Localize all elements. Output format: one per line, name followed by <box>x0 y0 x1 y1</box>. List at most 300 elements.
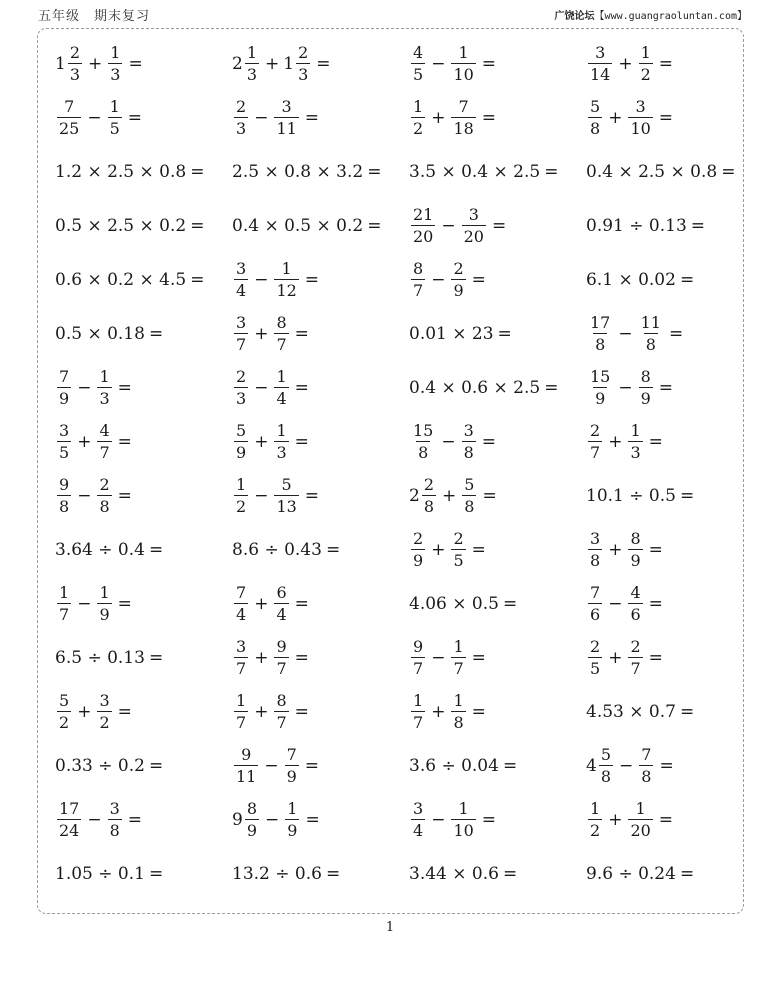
numerator: 2 <box>99 475 110 494</box>
numerator: 3 <box>99 691 110 710</box>
expression: 0.4 × 0.5 × 0.2 <box>232 216 364 236</box>
denominator: 9 <box>595 389 606 408</box>
denominator: 8 <box>109 821 120 840</box>
problem-39 <box>409 523 586 577</box>
equals-sign: = <box>294 378 309 398</box>
denominator: 5 <box>453 551 464 570</box>
site-url: 【www.guangraoluntan.com】 <box>594 11 747 22</box>
denominator: 2 <box>640 65 651 84</box>
problem-49 <box>55 685 232 739</box>
fraction <box>234 261 248 299</box>
equals-sign: = <box>325 864 341 884</box>
problem-37 <box>55 523 232 577</box>
denominator: 7 <box>413 659 424 678</box>
site-name: 广饶论坛 <box>554 11 595 22</box>
fraction <box>234 585 248 623</box>
fraction <box>234 639 248 677</box>
numerator: 1 <box>110 43 121 62</box>
fraction <box>274 315 288 353</box>
denominator: 9 <box>630 551 641 570</box>
expression: 3.6 ÷ 0.04 <box>409 756 499 776</box>
fraction <box>234 99 248 137</box>
denominator: 8 <box>600 767 612 786</box>
denominator: 8 <box>463 443 474 462</box>
numerator: 1 <box>109 97 120 116</box>
numerator: 1 <box>413 691 424 710</box>
numerator: 3 <box>590 529 601 548</box>
numerator: 9 <box>413 637 424 656</box>
numerator: 2 <box>298 43 309 62</box>
expression: 0.5 × 2.5 × 0.2 <box>55 216 187 236</box>
expression: 4.06 × 0.5 <box>409 594 499 614</box>
operator: − <box>608 594 623 614</box>
denominator: 7 <box>276 659 287 678</box>
operator: + <box>608 648 623 668</box>
numerator: 4 <box>99 421 110 440</box>
equals-sign: = <box>482 486 497 506</box>
problem-42 <box>232 577 409 631</box>
equals-sign: = <box>305 810 320 830</box>
expression: 0.4 × 2.5 × 0.8 <box>586 162 718 182</box>
equals-sign: = <box>117 378 132 398</box>
operator: − <box>441 216 456 236</box>
denominator: 11 <box>236 767 257 786</box>
expression: 2.5 × 0.8 × 3.2 <box>232 162 364 182</box>
denominator: 4 <box>276 389 287 408</box>
denominator: 3 <box>236 389 247 408</box>
numerator: 3 <box>595 43 606 62</box>
numerator: 8 <box>640 367 651 386</box>
operator: − <box>254 486 269 506</box>
fraction <box>234 369 248 407</box>
expression: 9.6 ÷ 0.24 <box>586 864 676 884</box>
numerator: 1 <box>246 43 258 62</box>
numerator: 17 <box>59 799 80 818</box>
fraction <box>588 531 602 569</box>
numerator: 3 <box>236 637 247 656</box>
fraction <box>274 423 288 461</box>
fraction <box>628 99 652 137</box>
fraction <box>274 639 288 677</box>
equals-sign: = <box>544 378 559 398</box>
numerator: 11 <box>640 313 661 332</box>
equals-sign: = <box>304 270 320 290</box>
denominator: 8 <box>590 551 601 570</box>
operator: − <box>618 324 633 344</box>
fraction <box>628 531 642 569</box>
equals-sign: = <box>497 324 512 344</box>
denominator: 8 <box>453 713 464 732</box>
numerator: 8 <box>276 691 287 710</box>
problem-50 <box>232 685 409 739</box>
equals-sign: = <box>544 162 559 182</box>
denominator: 3 <box>298 65 309 84</box>
problem-63 <box>409 847 586 901</box>
numerator: 7 <box>64 97 75 116</box>
fraction <box>411 99 425 137</box>
denominator: 7 <box>59 605 70 624</box>
operator: − <box>618 378 633 398</box>
fraction <box>588 45 612 83</box>
denominator: 3 <box>246 65 258 84</box>
numerator: 4 <box>630 583 641 602</box>
equals-sign: = <box>659 756 674 776</box>
equals-sign: = <box>668 324 684 344</box>
denominator: 9 <box>413 551 424 570</box>
numerator: 1 <box>99 367 110 386</box>
operator: + <box>254 594 269 614</box>
equals-sign: = <box>491 216 507 236</box>
numerator: 2 <box>590 421 601 440</box>
numerator: 1 <box>59 583 70 602</box>
expression: 3.5 × 0.4 × 2.5 <box>409 162 541 182</box>
numerator: 1 <box>276 367 287 386</box>
operator: − <box>441 432 456 452</box>
equals-sign: = <box>304 756 320 776</box>
numerator: 1 <box>236 691 247 710</box>
denominator: 7 <box>453 659 464 678</box>
numerator: 1 <box>635 799 646 818</box>
numerator: 3 <box>413 799 424 818</box>
expression: 13.2 ÷ 0.6 <box>232 864 322 884</box>
equals-sign: = <box>481 54 497 74</box>
numerator: 2 <box>236 367 247 386</box>
equals-sign: = <box>471 702 486 722</box>
fraction <box>296 45 310 83</box>
equals-sign: = <box>148 648 164 668</box>
fraction <box>639 315 663 353</box>
denominator: 14 <box>590 65 611 84</box>
problem-59 <box>409 793 586 847</box>
numerator: 5 <box>464 475 475 494</box>
expression: 4.53 × 0.7 <box>586 702 676 722</box>
numerator: 5 <box>59 691 70 710</box>
equals-sign: = <box>127 108 143 128</box>
problem-2 <box>232 37 409 91</box>
operator: + <box>77 432 92 452</box>
numerator: 7 <box>236 583 247 602</box>
problem-64 <box>586 847 726 901</box>
problem-31 <box>409 415 586 469</box>
page-header-left <box>38 5 150 24</box>
numerator: 1 <box>413 97 424 116</box>
numerator: 1 <box>287 799 298 818</box>
problem-7 <box>409 91 586 145</box>
denominator: 4 <box>236 281 247 300</box>
fraction <box>274 261 298 299</box>
expression: 0.91 ÷ 0.13 <box>586 216 687 236</box>
numerator: 9 <box>241 745 252 764</box>
operator: + <box>608 432 623 452</box>
operator: + <box>608 108 623 128</box>
problem-8 <box>586 91 726 145</box>
denominator: 4 <box>236 605 247 624</box>
operator: + <box>431 108 446 128</box>
operator: − <box>431 810 446 830</box>
problem-41 <box>55 577 232 631</box>
fraction <box>628 423 642 461</box>
denominator: 8 <box>59 497 70 516</box>
problem-1 <box>55 37 232 91</box>
fraction <box>422 477 436 515</box>
expression: 1.05 ÷ 0.1 <box>55 864 145 884</box>
denominator: 7 <box>276 335 287 354</box>
denominator: 6 <box>630 605 641 624</box>
numerator: 3 <box>236 259 247 278</box>
equals-sign: = <box>679 486 695 506</box>
fraction <box>411 801 425 839</box>
expression: 3.44 × 0.6 <box>409 864 499 884</box>
operator: + <box>265 54 280 74</box>
equals-sign: = <box>471 270 486 290</box>
denominator: 7 <box>276 713 287 732</box>
denominator: 8 <box>595 335 606 354</box>
fraction <box>411 207 435 245</box>
operator: − <box>254 270 269 290</box>
whole-number: 1 <box>55 54 66 74</box>
operator: + <box>442 486 457 506</box>
equals-sign: = <box>148 864 164 884</box>
denominator: 9 <box>287 821 298 840</box>
problem-61 <box>55 847 232 901</box>
denominator: 9 <box>59 389 70 408</box>
denominator: 3 <box>630 443 641 462</box>
page-number: 1 <box>385 920 395 935</box>
denominator: 5 <box>413 65 424 84</box>
equals-sign: = <box>117 702 132 722</box>
problem-20 <box>586 253 726 307</box>
denominator: 8 <box>641 767 652 786</box>
denominator: 3 <box>99 389 110 408</box>
expression: 3.64 ÷ 0.4 <box>55 540 145 560</box>
numerator: 4 <box>413 43 424 62</box>
denominator: 13 <box>276 497 297 516</box>
numerator: 1 <box>630 421 641 440</box>
whole-number: 9 <box>232 810 243 830</box>
denominator: 3 <box>236 119 247 138</box>
fraction <box>245 801 259 839</box>
problem-48 <box>586 631 726 685</box>
equals-sign: = <box>481 432 497 452</box>
fraction <box>97 423 111 461</box>
fraction <box>451 45 475 83</box>
equals-sign: = <box>117 594 132 614</box>
problem-57 <box>55 793 232 847</box>
equals-sign: = <box>316 54 331 74</box>
problem-3 <box>409 37 586 91</box>
problem-28 <box>586 361 726 415</box>
fraction <box>462 423 476 461</box>
fraction <box>451 639 465 677</box>
denominator: 2 <box>413 119 424 138</box>
problem-17 <box>55 253 232 307</box>
equals-sign: = <box>502 756 518 776</box>
problem-56 <box>586 739 726 793</box>
numerator: 3 <box>635 97 646 116</box>
numerator: 2 <box>413 529 424 548</box>
whole-number: 2 <box>409 486 420 506</box>
fraction <box>639 369 653 407</box>
fraction <box>462 477 476 515</box>
denominator: 7 <box>413 713 424 732</box>
operator: − <box>431 270 446 290</box>
numerator: 3 <box>236 313 247 332</box>
fraction <box>274 585 288 623</box>
fraction <box>411 45 425 83</box>
operator: − <box>254 108 269 128</box>
expression: 0.01 × 23 <box>409 324 494 344</box>
problem-32 <box>586 415 726 469</box>
problem-51 <box>409 685 586 739</box>
operator: − <box>619 756 634 776</box>
problem-33 <box>55 469 232 523</box>
problem-4 <box>586 37 726 91</box>
denominator: 8 <box>99 497 110 516</box>
problem-26 <box>232 361 409 415</box>
expression: 1.2 × 2.5 × 0.8 <box>55 162 187 182</box>
numerator: 15 <box>590 367 611 386</box>
equals-sign: = <box>502 594 518 614</box>
fraction <box>97 693 111 731</box>
numerator: 9 <box>276 637 287 656</box>
equals-sign: = <box>148 756 164 776</box>
fraction <box>245 45 259 83</box>
numerator: 8 <box>276 313 287 332</box>
numerator: 8 <box>630 529 641 548</box>
equals-sign: = <box>658 378 674 398</box>
equals-sign: = <box>481 810 497 830</box>
problem-6 <box>232 91 409 145</box>
numerator: 3 <box>468 205 479 224</box>
equals-sign: = <box>679 702 695 722</box>
equals-sign: = <box>128 54 143 74</box>
fraction <box>411 531 425 569</box>
numerator: 15 <box>413 421 434 440</box>
operator: − <box>265 810 280 830</box>
fraction <box>274 477 298 515</box>
fraction <box>108 45 122 83</box>
fraction <box>588 315 612 353</box>
denominator: 18 <box>453 119 474 138</box>
fraction <box>274 693 288 731</box>
denominator: 8 <box>645 335 656 354</box>
header-title: 期末复习 <box>94 9 151 24</box>
fraction <box>234 693 248 731</box>
problem-40 <box>586 523 726 577</box>
denominator: 11 <box>276 119 297 138</box>
problem-13 <box>55 199 232 253</box>
fraction <box>57 369 71 407</box>
equals-sign: = <box>190 162 205 182</box>
equals-sign: = <box>127 810 143 830</box>
fraction <box>57 477 71 515</box>
fraction <box>588 99 602 137</box>
denominator: 3 <box>110 65 121 84</box>
fraction <box>108 801 122 839</box>
problem-47 <box>409 631 586 685</box>
numerator: 9 <box>59 475 70 494</box>
numerator: 17 <box>590 313 611 332</box>
denominator: 20 <box>413 227 434 246</box>
fraction <box>599 747 613 785</box>
problem-60 <box>586 793 726 847</box>
operator: + <box>254 648 269 668</box>
problem-5 <box>55 91 232 145</box>
fraction <box>411 423 435 461</box>
numerator: 21 <box>413 205 434 224</box>
equals-sign: = <box>304 108 320 128</box>
fraction <box>588 639 602 677</box>
fraction <box>628 585 642 623</box>
fraction <box>234 315 248 353</box>
equals-sign: = <box>304 486 320 506</box>
problem-44 <box>586 577 726 631</box>
fraction <box>451 801 475 839</box>
equals-sign: = <box>148 324 164 344</box>
equals-sign: = <box>471 648 486 668</box>
numerator: 1 <box>236 475 247 494</box>
problem-21 <box>55 307 232 361</box>
denominator: 8 <box>464 497 475 516</box>
problem-23 <box>409 307 586 361</box>
expression: 10.1 ÷ 0.5 <box>586 486 676 506</box>
denominator: 9 <box>640 389 651 408</box>
fraction <box>57 99 81 137</box>
fraction <box>57 585 71 623</box>
denominator: 8 <box>590 119 601 138</box>
equals-sign: = <box>648 432 663 452</box>
denominator: 8 <box>418 443 429 462</box>
numerator: 2 <box>236 97 247 116</box>
equals-sign: = <box>117 486 132 506</box>
denominator: 10 <box>630 119 651 138</box>
numerator: 1 <box>99 583 110 602</box>
fraction <box>639 45 653 83</box>
fraction <box>588 369 612 407</box>
fraction <box>462 207 486 245</box>
numerator: 7 <box>59 367 70 386</box>
equals-sign: = <box>325 540 341 560</box>
problem-36 <box>586 469 726 523</box>
fraction <box>97 369 111 407</box>
operator: + <box>431 540 446 560</box>
numerator: 1 <box>458 43 469 62</box>
denominator: 4 <box>276 605 287 624</box>
operator: − <box>77 486 92 506</box>
problem-25 <box>55 361 232 415</box>
expression: 6.5 ÷ 0.13 <box>55 648 145 668</box>
fraction <box>57 693 71 731</box>
problem-9 <box>55 145 232 199</box>
problem-18 <box>232 253 409 307</box>
fraction <box>451 99 475 137</box>
problem-19 <box>409 253 586 307</box>
fraction <box>411 639 425 677</box>
equals-sign: = <box>690 216 706 236</box>
fraction <box>234 477 248 515</box>
denominator: 10 <box>453 65 474 84</box>
denominator: 5 <box>590 659 601 678</box>
fraction <box>97 585 111 623</box>
expression: 0.4 × 0.6 × 2.5 <box>409 378 541 398</box>
equals-sign: = <box>148 540 164 560</box>
equals-sign: = <box>502 864 518 884</box>
numerator: 2 <box>453 259 464 278</box>
denominator: 3 <box>276 443 287 462</box>
numerator: 1 <box>276 421 287 440</box>
numerator: 7 <box>590 583 601 602</box>
problem-62 <box>232 847 409 901</box>
